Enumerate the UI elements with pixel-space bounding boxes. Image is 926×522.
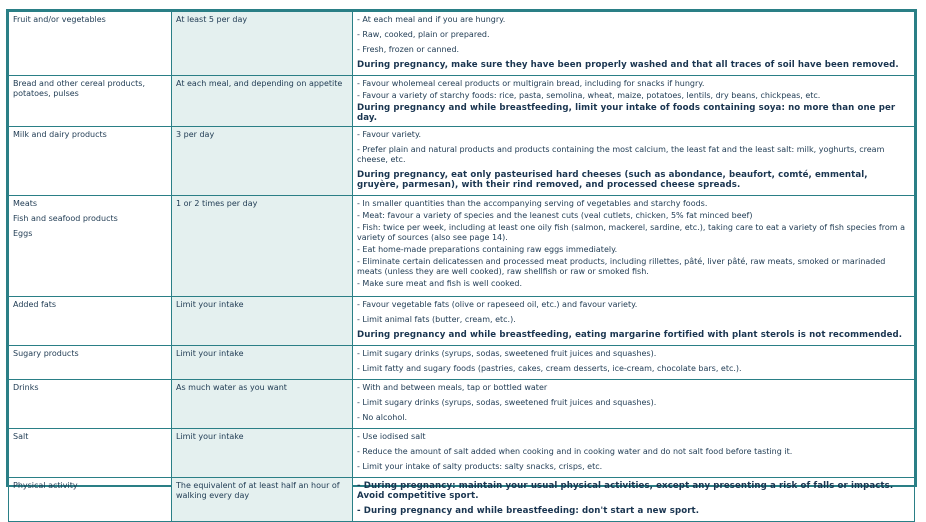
advice-cell bbox=[353, 297, 915, 346]
table-row bbox=[9, 76, 915, 127]
advice-item: - With and between meals, tap or bottled water bbox=[357, 383, 548, 392]
advice-item: - Meat: favour a variety of species and the leanest cuts (veal cutlets, chicken, 5% fat minced beef) bbox=[357, 211, 753, 220]
frequency-label: 3 per day bbox=[176, 130, 215, 139]
pregnancy-advice: - During pregnancy and while breastfeeding: don't start a new sport. bbox=[357, 506, 700, 516]
advice-item: - Raw, cooked, plain or prepared. bbox=[357, 30, 490, 39]
nutrition-guidelines-table bbox=[6, 9, 917, 516]
advice-item: - Favour vegetable fats (olive or rapeseed oil, etc.) and favour variety. bbox=[357, 300, 638, 309]
food-group-cell bbox=[9, 429, 172, 478]
frequency-cell bbox=[172, 196, 353, 297]
table-row bbox=[9, 297, 915, 346]
advice-item: - Limit your intake of salty products: salty snacks, crisps, etc. bbox=[357, 462, 603, 471]
frequency-label: At each meal, and depending on appetite bbox=[176, 79, 343, 88]
advice-item: - Use iodised salt bbox=[357, 432, 426, 441]
frequency-label: At least 5 per day bbox=[176, 15, 248, 24]
frequency-cell bbox=[172, 346, 353, 380]
advice-item: - Prefer plain and natural products and products containing the most calcium, the least fat and the least salt: milk, yoghurts, cream cheese, etc. bbox=[357, 145, 885, 164]
food-group-label: Meats bbox=[13, 199, 38, 208]
advice-item: - Limit fatty and sugary foods (pastries, cakes, cream desserts, ice-cream, chocolate bars, etc.). bbox=[357, 364, 742, 373]
frequency-label: The equivalent of at least half an hour of walking every day bbox=[176, 481, 340, 500]
food-group-cell bbox=[9, 127, 172, 196]
advice-item: - At each meal and if you are hungry. bbox=[357, 15, 506, 24]
food-group-cell bbox=[9, 380, 172, 429]
advice-cell bbox=[353, 12, 915, 76]
pregnancy-advice: During pregnancy and while breastfeeding, limit your intake of foods containing soya: no more than one per day. bbox=[357, 103, 896, 123]
pregnancy-advice: During pregnancy, make sure they have been properly washed and that all traces of soil have been removed. bbox=[357, 60, 899, 70]
advice-item: - Make sure meat and fish is well cooked. bbox=[357, 279, 523, 288]
frequency-cell bbox=[172, 380, 353, 429]
advice-item: - Favour a variety of starchy foods: rice, pasta, semolina, wheat, maize, potatoes, lentils, dry beans, chickpeas, etc. bbox=[357, 91, 821, 100]
food-group-label: Physical activity bbox=[13, 481, 78, 490]
frequency-cell bbox=[172, 478, 353, 522]
advice-item: - Favour variety. bbox=[357, 130, 422, 139]
food-group-label: Salt bbox=[13, 432, 29, 441]
advice-cell bbox=[353, 76, 915, 127]
guidelines-table bbox=[8, 11, 915, 522]
table-row bbox=[9, 127, 915, 196]
frequency-cell bbox=[172, 429, 353, 478]
food-group-cell bbox=[9, 297, 172, 346]
food-group-label: Fruit and/or vegetables bbox=[13, 15, 106, 24]
advice-item: - Limit animal fats (butter, cream, etc.). bbox=[357, 315, 516, 324]
frequency-label: Limit your intake bbox=[176, 300, 244, 309]
advice-cell bbox=[353, 380, 915, 429]
frequency-cell bbox=[172, 76, 353, 127]
frequency-label: As much water as you want bbox=[176, 383, 287, 392]
food-group-label: Milk and dairy products bbox=[13, 130, 107, 139]
advice-item: - In smaller quantities than the accompanying serving of vegetables and starchy foods. bbox=[357, 199, 708, 208]
pregnancy-advice: - During pregnancy: maintain your usual physical activities, except any presenting a risk of falls or impacts. Avoid competitive sport. bbox=[357, 481, 894, 501]
frequency-cell bbox=[172, 127, 353, 196]
food-group-cell bbox=[9, 196, 172, 297]
advice-item: - Fish: twice per week, including at least one oily fish (salmon, mackerel, sardine, etc.), taking care to eat a variety of fish species from a variety of sources (also see page 14). bbox=[357, 223, 905, 242]
frequency-cell bbox=[172, 297, 353, 346]
advice-item: - Limit sugary drinks (syrups, sodas, sweetened fruit juices and squashes). bbox=[357, 349, 657, 358]
advice-item: - Favour wholemeal cereal products or multigrain bread, including for snacks if hungry. bbox=[357, 79, 705, 88]
food-group-cell bbox=[9, 76, 172, 127]
table-row bbox=[9, 196, 915, 297]
advice-item: - Eat home-made preparations containing raw eggs immediately. bbox=[357, 245, 618, 254]
frequency-label: 1 or 2 times per day bbox=[176, 199, 258, 208]
pregnancy-advice: During pregnancy and while breastfeeding, eating margarine fortified with plant sterols is not recommended. bbox=[357, 330, 903, 340]
food-group-cell bbox=[9, 346, 172, 380]
advice-item: - Limit sugary drinks (syrups, sodas, sweetened fruit juices and squashes). bbox=[357, 398, 657, 407]
food-group-label: Bread and other cereal products, potatoes, pulses bbox=[13, 79, 145, 98]
food-group-label: Added fats bbox=[13, 300, 57, 309]
frequency-label: Limit your intake bbox=[176, 349, 244, 358]
advice-cell bbox=[353, 346, 915, 380]
table-row bbox=[9, 429, 915, 478]
frequency-cell bbox=[172, 12, 353, 76]
pregnancy-advice: During pregnancy, eat only pasteurised hard cheeses (such as abondance, beaufort, comté, emmental, gruyère, parmesan), with their rind removed, and processed cheese spreads. bbox=[357, 170, 868, 190]
advice-item: - Reduce the amount of salt added when cooking and in cooking water and do not salt food before tasting it. bbox=[357, 447, 793, 456]
table-row bbox=[9, 12, 915, 76]
food-group-label: Sugary products bbox=[13, 349, 79, 358]
frequency-label: Limit your intake bbox=[176, 432, 244, 441]
table-row bbox=[9, 346, 915, 380]
table-row bbox=[9, 478, 915, 522]
food-group-label: Fish and seafood products bbox=[13, 214, 118, 223]
advice-item: - Eliminate certain delicatessen and processed meat products, including rillettes, pâté, liver pâté, raw meats, smoked or marinaded meats (unless they are well cooked), raw shellfish or raw or smoked fish. bbox=[357, 257, 886, 276]
advice-cell bbox=[353, 196, 915, 297]
advice-cell bbox=[353, 127, 915, 196]
advice-item: - Fresh, frozen or canned. bbox=[357, 45, 460, 54]
food-group-label: Eggs bbox=[13, 229, 33, 238]
advice-cell bbox=[353, 478, 915, 522]
food-group-cell bbox=[9, 12, 172, 76]
food-group-cell bbox=[9, 478, 172, 522]
advice-item: - No alcohol. bbox=[357, 413, 407, 422]
table-row bbox=[9, 380, 915, 429]
advice-cell bbox=[353, 429, 915, 478]
food-group-label: Drinks bbox=[13, 383, 39, 392]
